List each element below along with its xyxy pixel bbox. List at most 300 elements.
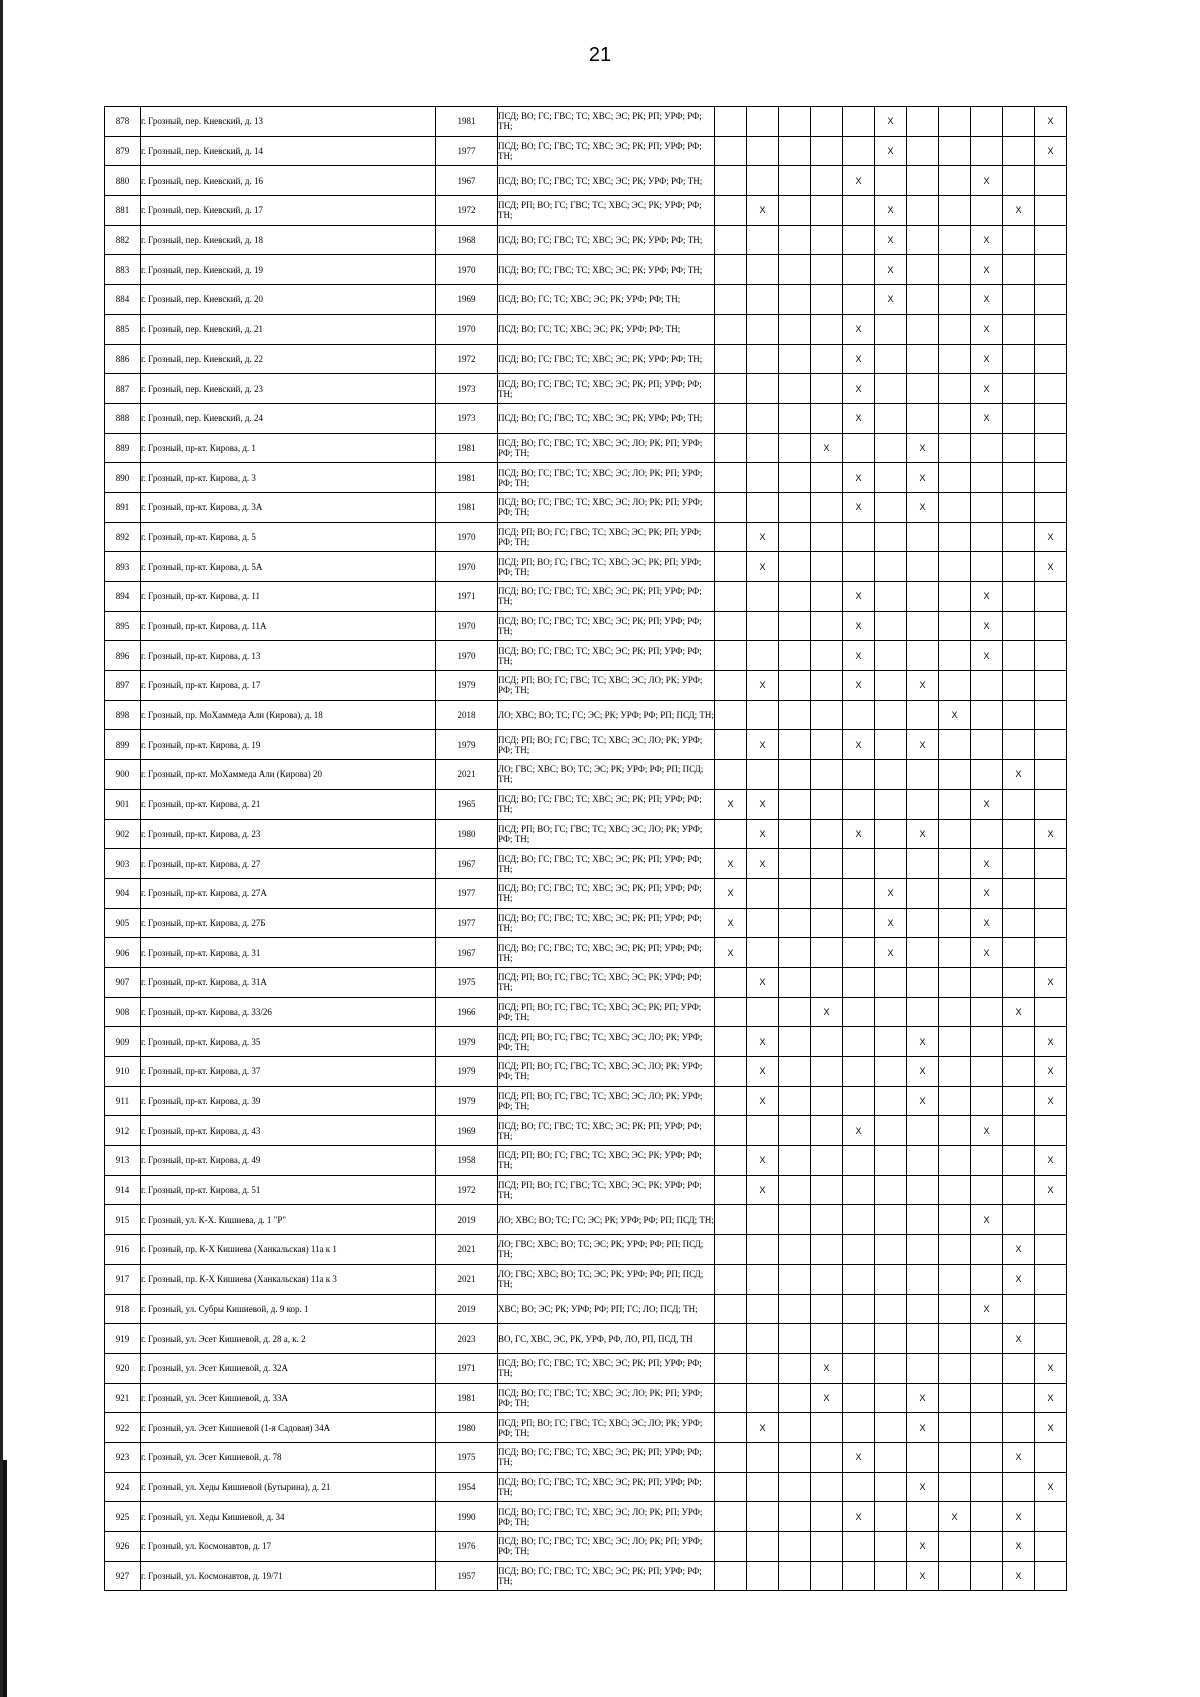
mark-cell [875,1205,907,1235]
mark-x: X [855,739,862,750]
mark-x: X [887,264,894,275]
year-cell: 2021 [436,1235,498,1265]
mark-cell [747,403,779,433]
mark-cell [907,314,939,344]
mark-cell [715,1235,747,1265]
row-number-cell: 927 [105,1561,141,1591]
mark-cell [1003,492,1035,522]
year-cell: 1967 [436,849,498,879]
scan-left-edge [0,0,3,1697]
year-cell: 1970 [436,641,498,671]
mark-cell [843,463,875,493]
mark-cell [779,1413,811,1443]
row-number-cell: 896 [105,641,141,671]
mark-cell [715,1205,747,1235]
mark-cell [1003,1294,1035,1324]
mark-x: X [983,413,990,424]
mark-cell [1003,967,1035,997]
systems-cell: ПСД; ВО; ГС; ГВС; ТС; ХВС; ЭС; РК; УРФ; РФ; ТН; [498,403,715,433]
mark-cell [1035,611,1067,641]
mark-cell [875,849,907,879]
mark-cell [875,582,907,612]
mark-x: X [823,1006,830,1017]
mark-x: X [855,502,862,513]
mark-cell [715,1472,747,1502]
row-number-cell: 878 [105,107,141,137]
systems-cell: ПСД; РП; ВО; ГС; ГВС; ТС; ХВС; ЭС; ЛО; РК; УРФ; РФ; ТН; [498,671,715,701]
address-cell: г. Грозный, пер. Киевский, д. 23 [141,374,436,404]
mark-x: X [727,917,734,928]
mark-cell [1035,1205,1067,1235]
mark-cell [811,967,843,997]
mark-cell [971,374,1003,404]
mark-x: X [855,591,862,602]
mark-cell [875,700,907,730]
mark-cell [715,819,747,849]
mark-cell [811,314,843,344]
mark-cell [715,1294,747,1324]
mark-x: X [759,1066,766,1077]
table-row [105,1442,1067,1472]
mark-cell [875,492,907,522]
mark-cell [843,1175,875,1205]
mark-x: X [983,947,990,958]
mark-x: X [727,947,734,958]
table-row [105,938,1067,968]
mark-cell [779,552,811,582]
mark-x: X [1047,1363,1054,1374]
mark-x: X [983,294,990,305]
address-cell: г. Грозный, пер. Киевский, д. 22 [141,344,436,374]
row-number-cell: 903 [105,849,141,879]
row-number-cell: 925 [105,1502,141,1532]
mark-cell [907,1324,939,1354]
systems-cell: ПСД; ВО; ГС; ГВС; ТС; ХВС; ЭС; РК; РП; УРФ; РФ; ТН; [498,641,715,671]
mark-cell [939,671,971,701]
mark-x: X [919,502,926,513]
year-cell: 1979 [436,1027,498,1057]
mark-cell [715,1502,747,1532]
systems-cell: ПСД; ВО; ГС; ГВС; ТС; ХВС; ЭС; РК; РП; УРФ; РФ; ТН; [498,611,715,641]
row-number-cell: 881 [105,196,141,226]
row-number-cell: 920 [105,1353,141,1383]
row-number-cell: 921 [105,1383,141,1413]
systems-cell: ПСД; ВО; ГС; ГВС; ТС; ХВС; ЭС; РК; РП; УРФ; РФ; ТН; [498,849,715,879]
mark-cell [939,760,971,790]
mark-cell [907,285,939,315]
row-number-cell: 904 [105,878,141,908]
mark-cell [811,997,843,1027]
address-cell: г. Грозный, пр-кт. Кирова, д. 51 [141,1175,436,1205]
mark-cell [907,878,939,908]
systems-cell: ПСД; ВО; ГС; ГВС; ТС; ХВС; ЭС; РК; РП; УРФ; РФ; ТН; [498,938,715,968]
mark-cell [1003,1086,1035,1116]
row-number-cell: 915 [105,1205,141,1235]
mark-cell [1035,433,1067,463]
mark-cell [715,1532,747,1562]
address-cell: г. Грозный, пр-кт. Кирова, д. 31 [141,938,436,968]
mark-cell [907,611,939,641]
mark-cell [875,196,907,226]
systems-cell: ПСД; ВО; ГС; ГВС; ТС; ХВС; ЭС; РК; РП; УРФ; РФ; ТН; [498,1116,715,1146]
mark-cell [939,1086,971,1116]
mark-cell [747,344,779,374]
mark-cell [843,552,875,582]
mark-cell [907,196,939,226]
mark-cell [907,136,939,166]
systems-cell: ПСД; ВО; ГС; ГВС; ТС; ХВС; ЭС; РК; РП; УРФ; РФ; ТН; [498,789,715,819]
mark-cell [1035,374,1067,404]
row-number-cell: 899 [105,730,141,760]
mark-cell [971,1175,1003,1205]
year-cell: 1971 [436,1353,498,1383]
row-number-cell: 884 [105,285,141,315]
mark-cell [1035,1532,1067,1562]
mark-cell [907,166,939,196]
mark-cell [907,492,939,522]
mark-x: X [919,1541,926,1552]
row-number-cell: 914 [105,1175,141,1205]
mark-cell [715,463,747,493]
mark-cell [875,166,907,196]
row-number-cell: 918 [105,1294,141,1324]
mark-x: X [759,1422,766,1433]
table-row [105,166,1067,196]
mark-cell [971,1235,1003,1265]
year-cell: 2018 [436,700,498,730]
mark-cell [1035,1472,1067,1502]
mark-cell [1035,285,1067,315]
mark-cell [811,1264,843,1294]
scan-left-edge-mark [3,1460,7,1697]
address-cell: г. Грозный, ул. К-Х. Кишиева, д. 1 "Р" [141,1205,436,1235]
address-cell: г. Грозный, пер. Киевский, д. 19 [141,255,436,285]
row-number-cell: 890 [105,463,141,493]
address-cell: г. Грозный, пр-кт. Кирова, д. 31А [141,967,436,997]
mark-x: X [759,1185,766,1196]
mark-x: X [1047,1392,1054,1403]
mark-cell [907,671,939,701]
mark-cell [779,492,811,522]
mark-cell [811,611,843,641]
mark-cell [939,1235,971,1265]
row-number-cell: 901 [105,789,141,819]
mark-cell [715,196,747,226]
mark-cell [715,967,747,997]
mark-cell [715,344,747,374]
address-cell: г. Грозный, пр-кт. Кирова, д. 27А [141,878,436,908]
row-number-cell: 908 [105,997,141,1027]
mark-cell [747,463,779,493]
mark-cell [907,849,939,879]
mark-cell [907,522,939,552]
mark-x: X [759,799,766,810]
systems-cell: ПСД; ВО; ГС; ТС; ХВС; ЭС; РК; УРФ; РФ; ТН; [498,285,715,315]
address-cell: г. Грозный, пр-кт. Кирова, д. 19 [141,730,436,760]
row-number-cell: 924 [105,1472,141,1502]
systems-cell: ПСД; ВО; ГС; ТС; ХВС; ЭС; РК; УРФ; РФ; ТН; [498,314,715,344]
table-row [105,285,1067,315]
year-cell: 1967 [436,166,498,196]
mark-cell [1035,225,1067,255]
mark-cell [939,1561,971,1591]
mark-cell [971,463,1003,493]
year-cell: 1970 [436,314,498,344]
mark-cell [811,641,843,671]
mark-x: X [983,650,990,661]
systems-cell: ПСД; ВО; ГС; ГВС; ТС; ХВС; ЭС; РК; РП; УРФ; РФ; ТН; [498,1561,715,1591]
mark-cell [779,1264,811,1294]
mark-cell [811,908,843,938]
systems-cell: ХВС; ВО; ЭС; РК; УРФ; РФ; РП; ГС; ЛО; ПСД; ТН; [498,1294,715,1324]
mark-cell [1035,878,1067,908]
mark-cell [843,671,875,701]
mark-cell [971,1146,1003,1176]
address-cell: г. Грозный, пр-кт. Кирова, д. 39 [141,1086,436,1116]
mark-cell [907,730,939,760]
mark-cell [907,1353,939,1383]
mark-cell [875,255,907,285]
table-row [105,1235,1067,1265]
mark-cell [779,403,811,433]
systems-cell: ПСД; ВО; ГС; ГВС; ТС; ХВС; ЭС; ЛО; РК; РП; УРФ; РФ; ТН; [498,463,715,493]
address-cell: г. Грозный, ул. Эсет Кишиевой, д. 28 а, к. 2 [141,1324,436,1354]
mark-cell [971,1353,1003,1383]
mark-x: X [855,413,862,424]
mark-cell [971,522,1003,552]
table-row [105,492,1067,522]
mark-cell [779,374,811,404]
mark-x: X [983,1125,990,1136]
mark-x: X [1015,1541,1022,1552]
year-cell: 1979 [436,1086,498,1116]
mark-cell [1035,908,1067,938]
mark-cell [811,136,843,166]
year-cell: 1976 [436,1532,498,1562]
row-number-cell: 906 [105,938,141,968]
mark-cell [715,107,747,137]
mark-cell [843,1146,875,1176]
mark-cell [1003,1264,1035,1294]
mark-cell [715,1116,747,1146]
mark-cell [971,136,1003,166]
table-row [105,967,1067,997]
mark-cell [715,1264,747,1294]
mark-x: X [983,1303,990,1314]
row-number-cell: 900 [105,760,141,790]
mark-cell [779,225,811,255]
mark-cell [939,1413,971,1443]
mark-cell [971,997,1003,1027]
mark-cell [939,136,971,166]
mark-cell [1003,1116,1035,1146]
mark-cell [747,136,779,166]
mark-cell [747,1146,779,1176]
mark-cell [971,1383,1003,1413]
systems-cell: ПСД; РП; ВО; ГС; ГВС; ТС; ХВС; ЭС; ЛО; РК; УРФ; РФ; ТН; [498,1413,715,1443]
mark-cell [1035,463,1067,493]
address-cell: г. Грозный, ул. Хеды Кишиевой, д. 34 [141,1502,436,1532]
mark-cell [715,1561,747,1591]
year-cell: 1965 [436,789,498,819]
mark-cell [715,255,747,285]
mark-cell [1003,522,1035,552]
mark-cell [939,522,971,552]
year-cell: 1981 [436,463,498,493]
mark-x: X [1047,531,1054,542]
mark-cell [939,1383,971,1413]
mark-cell [971,641,1003,671]
mark-cell [715,671,747,701]
mark-cell [939,344,971,374]
mark-cell [843,314,875,344]
systems-cell: ПСД; ВО; ГС; ГВС; ТС; ХВС; ЭС; РК; УРФ; РФ; ТН; [498,225,715,255]
row-number-cell: 907 [105,967,141,997]
mark-cell [1035,1264,1067,1294]
mark-x: X [759,1155,766,1166]
mark-cell [747,967,779,997]
mark-cell [1035,1086,1067,1116]
mark-cell [843,1264,875,1294]
mark-cell [1035,166,1067,196]
mark-cell [811,107,843,137]
mark-cell [971,1532,1003,1562]
mark-cell [1003,433,1035,463]
row-number-cell: 912 [105,1116,141,1146]
mark-cell [939,433,971,463]
mark-cell [811,463,843,493]
mark-x: X [887,146,894,157]
mark-cell [715,582,747,612]
year-cell: 1981 [436,492,498,522]
mark-cell [907,463,939,493]
address-cell: г. Грозный, пр. К-Х Кишиева (Ханкальская) 11а к 3 [141,1264,436,1294]
table-row [105,1472,1067,1502]
mark-cell [843,1561,875,1591]
mark-cell [939,1502,971,1532]
mark-cell [843,1116,875,1146]
mark-x: X [1015,769,1022,780]
year-cell: 1971 [436,582,498,612]
mark-x: X [855,828,862,839]
mark-cell [747,1383,779,1413]
address-cell: г. Грозный, ул. Эсет Кишиевой, д. 78 [141,1442,436,1472]
mark-x: X [919,442,926,453]
mark-x: X [919,1571,926,1582]
mark-x: X [919,739,926,750]
mark-cell [971,314,1003,344]
systems-cell: ВО, ГС, ХВС, ЭС, РК, УРФ, РФ, ЛО, РП, ПСД, ТН [498,1324,715,1354]
mark-cell [1003,314,1035,344]
mark-cell [843,196,875,226]
mark-cell [875,225,907,255]
address-cell: г. Грозный, пр. МоХаммеда Али (Кирова), д. 18 [141,700,436,730]
mark-cell [715,374,747,404]
mark-cell [971,285,1003,315]
mark-cell [715,314,747,344]
mark-cell [1035,522,1067,552]
mark-x: X [951,1511,958,1522]
mark-cell [811,849,843,879]
mark-cell [843,107,875,137]
mark-x: X [1047,116,1054,127]
mark-cell [811,166,843,196]
mark-cell [811,1532,843,1562]
mark-cell [1035,760,1067,790]
mark-cell [779,1383,811,1413]
mark-cell [875,878,907,908]
mark-cell [875,433,907,463]
year-cell: 1973 [436,403,498,433]
mark-x: X [1047,1481,1054,1492]
mark-cell [843,1502,875,1532]
mark-cell [939,285,971,315]
mark-cell [779,1442,811,1472]
mark-cell [715,1146,747,1176]
mark-cell [875,1146,907,1176]
mark-cell [971,878,1003,908]
mark-cell [779,849,811,879]
row-number-cell: 917 [105,1264,141,1294]
mark-cell [715,1413,747,1443]
mark-cell [747,196,779,226]
systems-cell: ПСД; ВО; ГС; ГВС; ТС; ХВС; ЭС; РК; РП; УРФ; РФ; ТН; [498,582,715,612]
mark-cell [1035,552,1067,582]
mark-cell [875,403,907,433]
mark-cell [779,1057,811,1087]
mark-cell [1035,1294,1067,1324]
year-cell: 1958 [436,1146,498,1176]
mark-cell [747,671,779,701]
mark-cell [843,1057,875,1087]
mark-cell [779,1324,811,1354]
mark-cell [715,492,747,522]
mark-cell [715,552,747,582]
mark-cell [843,225,875,255]
mark-x: X [759,858,766,869]
mark-cell [843,1294,875,1324]
mark-cell [715,522,747,552]
mark-cell [843,760,875,790]
mark-cell [971,789,1003,819]
mark-cell [715,1086,747,1116]
row-number-cell: 893 [105,552,141,582]
mark-cell [971,1413,1003,1443]
address-cell: г. Грозный, ул. Хеды Кишиевой (Бутырина), д. 21 [141,1472,436,1502]
mark-cell [1003,878,1035,908]
mark-x: X [983,858,990,869]
mark-cell [1003,1324,1035,1354]
systems-cell: ПСД; РП; ВО; ГС; ГВС; ТС; ХВС; ЭС; РК; РП; УРФ; РФ; ТН; [498,552,715,582]
row-number-cell: 898 [105,700,141,730]
mark-cell [747,819,779,849]
mark-cell [971,1472,1003,1502]
mark-cell [907,789,939,819]
mark-cell [747,225,779,255]
mark-x: X [887,888,894,899]
mark-cell [779,1532,811,1562]
row-number-cell: 895 [105,611,141,641]
mark-cell [747,1324,779,1354]
mark-cell [811,1086,843,1116]
mark-cell [811,255,843,285]
mark-cell [875,1027,907,1057]
mark-x: X [887,917,894,928]
mark-x: X [1015,1452,1022,1463]
mark-cell [811,196,843,226]
mark-x: X [919,1392,926,1403]
mark-cell [1003,225,1035,255]
